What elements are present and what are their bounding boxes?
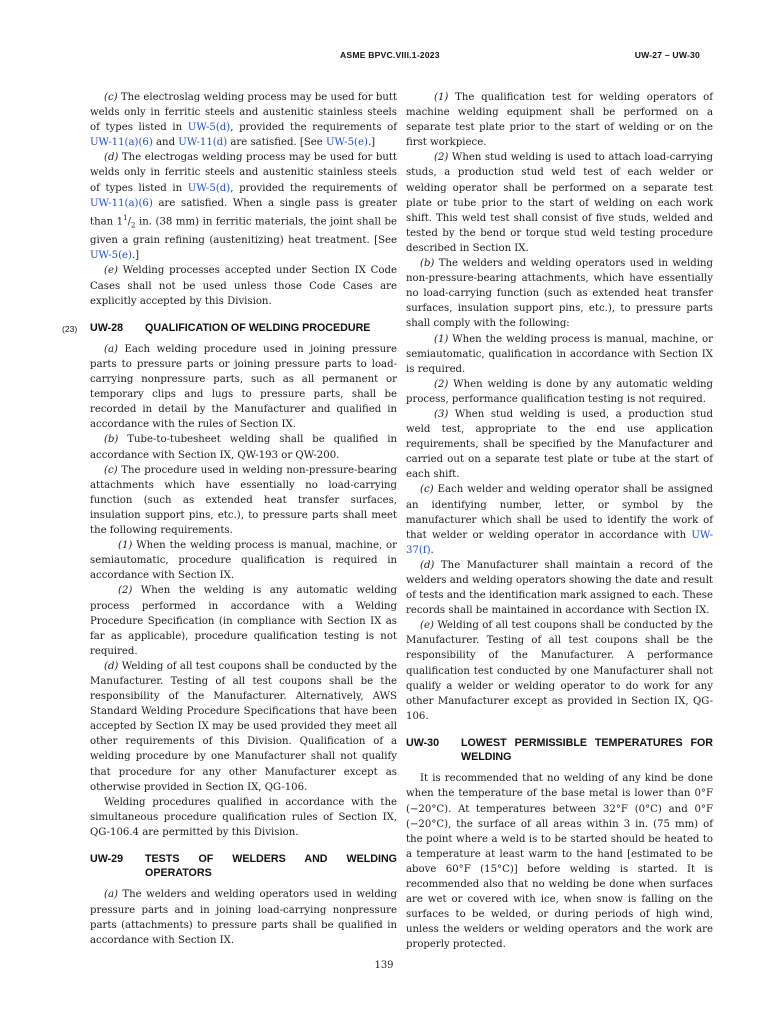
section-heading-uw28 (62, 321, 397, 335)
paragraph-uw27e (90, 263, 397, 308)
text: The qualification test for welding operators of machine welding equipment shall be performed on a separate test plate prior to the start of welding or on the first workpiece. (406, 92, 713, 149)
text: Welding of all test coupons shall be conducted by the Manufacturer. Testing of all test coupons shall be the responsibility of the Manufacturer. Alternatively, AWS Standard Welding Procedure Specifications that have been accepted by Section IX may be used provided they meet all other requirements of this Division. Qualification of a welding procedure by one Manufacturer shall not qualify that procedure for any other Manufacturer except as otherwise provided in Section IX, QG-106. (90, 660, 397, 793)
section-heading-uw29 (90, 852, 397, 880)
item-label: (d) (104, 152, 119, 164)
text: The electroslag welding process may be used for butt welds only in ferritic steels and austenitic stainless steels of types listed in (90, 92, 397, 134)
fraction-numerator: 1 (123, 213, 128, 222)
paragraph-uw29b3 (406, 407, 713, 482)
running-header-range: UW-27 – UW-30 (634, 50, 700, 60)
paragraph-uw28d (90, 659, 397, 795)
paragraph-uw29d (406, 558, 713, 618)
text: Tube-to-tubesheet welding shall be qualified in accordance with Section IX, QW-193 or QW-200. (90, 434, 397, 461)
paragraph-uw29b1 (406, 332, 713, 377)
item-label: (1) (118, 540, 133, 552)
text: When welding is done by any automatic welding process, performance qualification testing is not required. (406, 378, 713, 405)
running-header-document: ASME BPVC.VIII.1-2023 (340, 50, 440, 60)
text: When the welding process is manual, machine, or semiautomatic, qualification in accordance with Section IX is required. (406, 333, 713, 375)
link-uw37f[interactable]: UW-37(f) (406, 529, 713, 556)
paragraph-uw28a (90, 342, 397, 433)
section-title: QUALIFICATION OF WELDING PROCEDURE (145, 321, 371, 334)
link-uw11d[interactable]: UW-11(d) (178, 137, 228, 149)
item-label: (1) (434, 92, 449, 103)
text: When the welding is any automatic welding process performed in accordance with a Welding Procedure Specification (in compliance with Section IX as far as applicable), procedure qualification testing is not required. (90, 585, 397, 657)
text: .] (367, 137, 376, 149)
link-uw5d[interactable]: UW-5(d) (187, 182, 231, 194)
left-column (62, 90, 397, 948)
section-number: UW-30 (406, 736, 440, 749)
paragraph-uw27c (90, 90, 397, 150)
paragraph-uw30: It is recommended that no welding of any kind be done when the temperature of the base metal is lower than 0°F (−20°C). At temperatures between 32°F (0°C) and 0°F (−20°C), the surface of all areas within 3 in. (75 mm) of the point where a weld is to be started should be heated to a temperature at least warm to the hand [estimated to be above 60°F (15°C)] before welding is started. It is recommended also that no welding be done when surfaces are wet or covered with ice, when snow is falling on the surfaces to be welded, or during periods of high wind, unless the welders or welding operators and the work are properly protected. (406, 773, 713, 951)
item-label: (c) (104, 92, 118, 103)
item-label: (c) (420, 484, 434, 496)
text: Welding of all test coupons shall be conducted by the Manufacturer. Testing of all test coupons shall be the responsibility of the Manufacturer. A performance qualification test conducted by one Manufacturer shall not qualify a welder or welding operator to do work for any other Manufacturer except as provided in Section IX, QG-106. (406, 620, 713, 722)
section-heading-uw30 (406, 736, 713, 764)
text: , provided the requirements of (230, 182, 397, 194)
item-label: (b) (420, 258, 435, 270)
section-number: UW-28 (90, 321, 124, 334)
paragraph-uw28b (90, 432, 397, 462)
link-uw5e[interactable]: UW-5(e) (325, 137, 368, 149)
paragraph-uw28c (90, 463, 397, 538)
paragraph-uw28c1 (90, 538, 397, 583)
text: The electrogas welding process may be used for butt welds only in ferritic steels and austenitic stainless steels of types listed in (90, 152, 397, 194)
paragraph-uw29e (406, 618, 713, 724)
link-uw11a6[interactable]: UW-11(a)(6) (90, 197, 153, 209)
paragraph-uw29b2 (406, 377, 713, 407)
right-column (406, 90, 713, 952)
link-uw5d[interactable]: UW-5(d) (187, 122, 231, 134)
item-label: (d) (104, 660, 119, 672)
text: When stud welding is used to attach load-carrying studs, a production stud weld test of each welder or welding operator shall be performed on a separate test plate or tube prior to the start of welding on each work shift. This weld test shall consist of five studs, welded and tested by the bend or torque stud weld testing procedure described in Section IX. (406, 152, 713, 254)
item-label: (3) (434, 408, 449, 420)
paragraph-uw29b (406, 256, 713, 331)
text: are satisfied. When a single pass is greater than 1 (90, 197, 397, 228)
text: When the welding process is manual, machine, or semiautomatic, procedure qualification is required in accordance with Section IX. (90, 540, 397, 582)
text: , provided the requirements of (230, 122, 397, 134)
link-uw5e[interactable]: UW-5(e) (90, 250, 132, 262)
section-title: LOWEST PERMISSIBLE TEMPERATURES FOR WELDING (461, 736, 713, 764)
fraction-denominator: 2 (131, 221, 136, 230)
paragraph-uw29a1 (406, 90, 713, 150)
text: Each welder and welding operator shall be assigned an identifying number, letter, or symbol by the manufacturer which shall be used to identify the work of that welder or welding operator in accordance with (406, 484, 713, 541)
text: Welding processes accepted under Section IX Code Cases shall not be used unless those Code Cases are explicitly accepted by this Division. (90, 265, 397, 307)
item-label: (c) (104, 464, 118, 476)
item-label: (1) (434, 333, 449, 345)
revision-marker: (23) (62, 323, 78, 334)
text: The procedure used in welding non-pressure-bearing attachments which have essentially no load-carrying function (such as extended heat transfer surfaces, insulation support pins, etc.), to pressure parts shall meet the following requirements. (90, 464, 397, 537)
item-label: (2) (434, 378, 449, 390)
paragraph-uw29a2 (406, 150, 713, 256)
section-title: TESTS OF WELDERS AND WELDING OPERATORS (145, 853, 397, 880)
item-label: (d) (420, 559, 435, 571)
text: When stud welding is used, a production stud weld test, appropriate to the end use application requirements, shall be specified by the Manufacturer and carried out on a separate test plate or tube at the start of each shift. (406, 408, 713, 481)
item-label: (2) (434, 152, 449, 164)
paragraph-uw27d: (d) The electrogas welding process may be used for butt welds only in ferritic steels and austenitic stainless steels of types listed in UW-5(d), provided the requirements of UW-11(a)(6) are satisfied. When a single pass is greater than $1^1/_2$ in. (38 mm) in ferritic materials, the joint shall be given a grain refining (austenitizing) heat treatment. [See UW-5(e).] (90, 152, 397, 262)
text: .] (131, 250, 140, 262)
item-label: (2) (118, 585, 133, 597)
text: The Manufacturer shall maintain a record of the welders and welding operators showing the date and result of tests and the identification mark assigned to each. These records shall be maintained in accordance with Section IX. (406, 559, 713, 617)
item-label: (a) (104, 343, 118, 355)
paragraph-uw29a (90, 887, 397, 947)
text: . (430, 544, 434, 556)
text: and (152, 137, 179, 149)
text: are satisfied. [See (227, 137, 326, 149)
item-label: (b) (104, 434, 119, 446)
text: in. (38 mm) in ferritic materials, the joint shall be given a grain refining (austenitizing) heat treatment. [See (90, 216, 397, 247)
item-label: (e) (420, 620, 434, 632)
link-uw11a6[interactable]: UW-11(a)(6) (90, 137, 153, 149)
text: The welders and welding operators used in welding non-pressure-bearing attachments, which have essentially no load-carrying function (such as extended heat transfer surfaces, insulation support pins, etc.), to pressure parts shall comply with the following: (406, 258, 713, 330)
text: Each welding procedure used in joining pressure parts to pressure parts or joining pressure parts to load-carrying nonpressure parts, such as all permanent or temporary clips and lugs to pressure parts, shall be recorded in detail by the Manufacturer and qualified in accordance with the rules of Section IX. (90, 343, 397, 431)
text: The welders and welding operators used in welding pressure parts and in joining load-carrying nonpressure parts (attachments) to pressure parts shall be qualified in accordance with Section IX. (90, 889, 397, 946)
paragraph-uw29c (406, 482, 713, 557)
item-label: (e) (104, 265, 118, 277)
paragraph-uw28-closing: Welding procedures qualified in accordance with the simultaneous procedure qualification rules of Section IX, QG-106.4 are permitted by this Division. (90, 796, 397, 838)
section-number: UW-29 (90, 853, 124, 866)
page-number: 139 (374, 960, 394, 971)
item-label: (a) (104, 889, 118, 901)
paragraph-uw28c2 (90, 583, 397, 658)
